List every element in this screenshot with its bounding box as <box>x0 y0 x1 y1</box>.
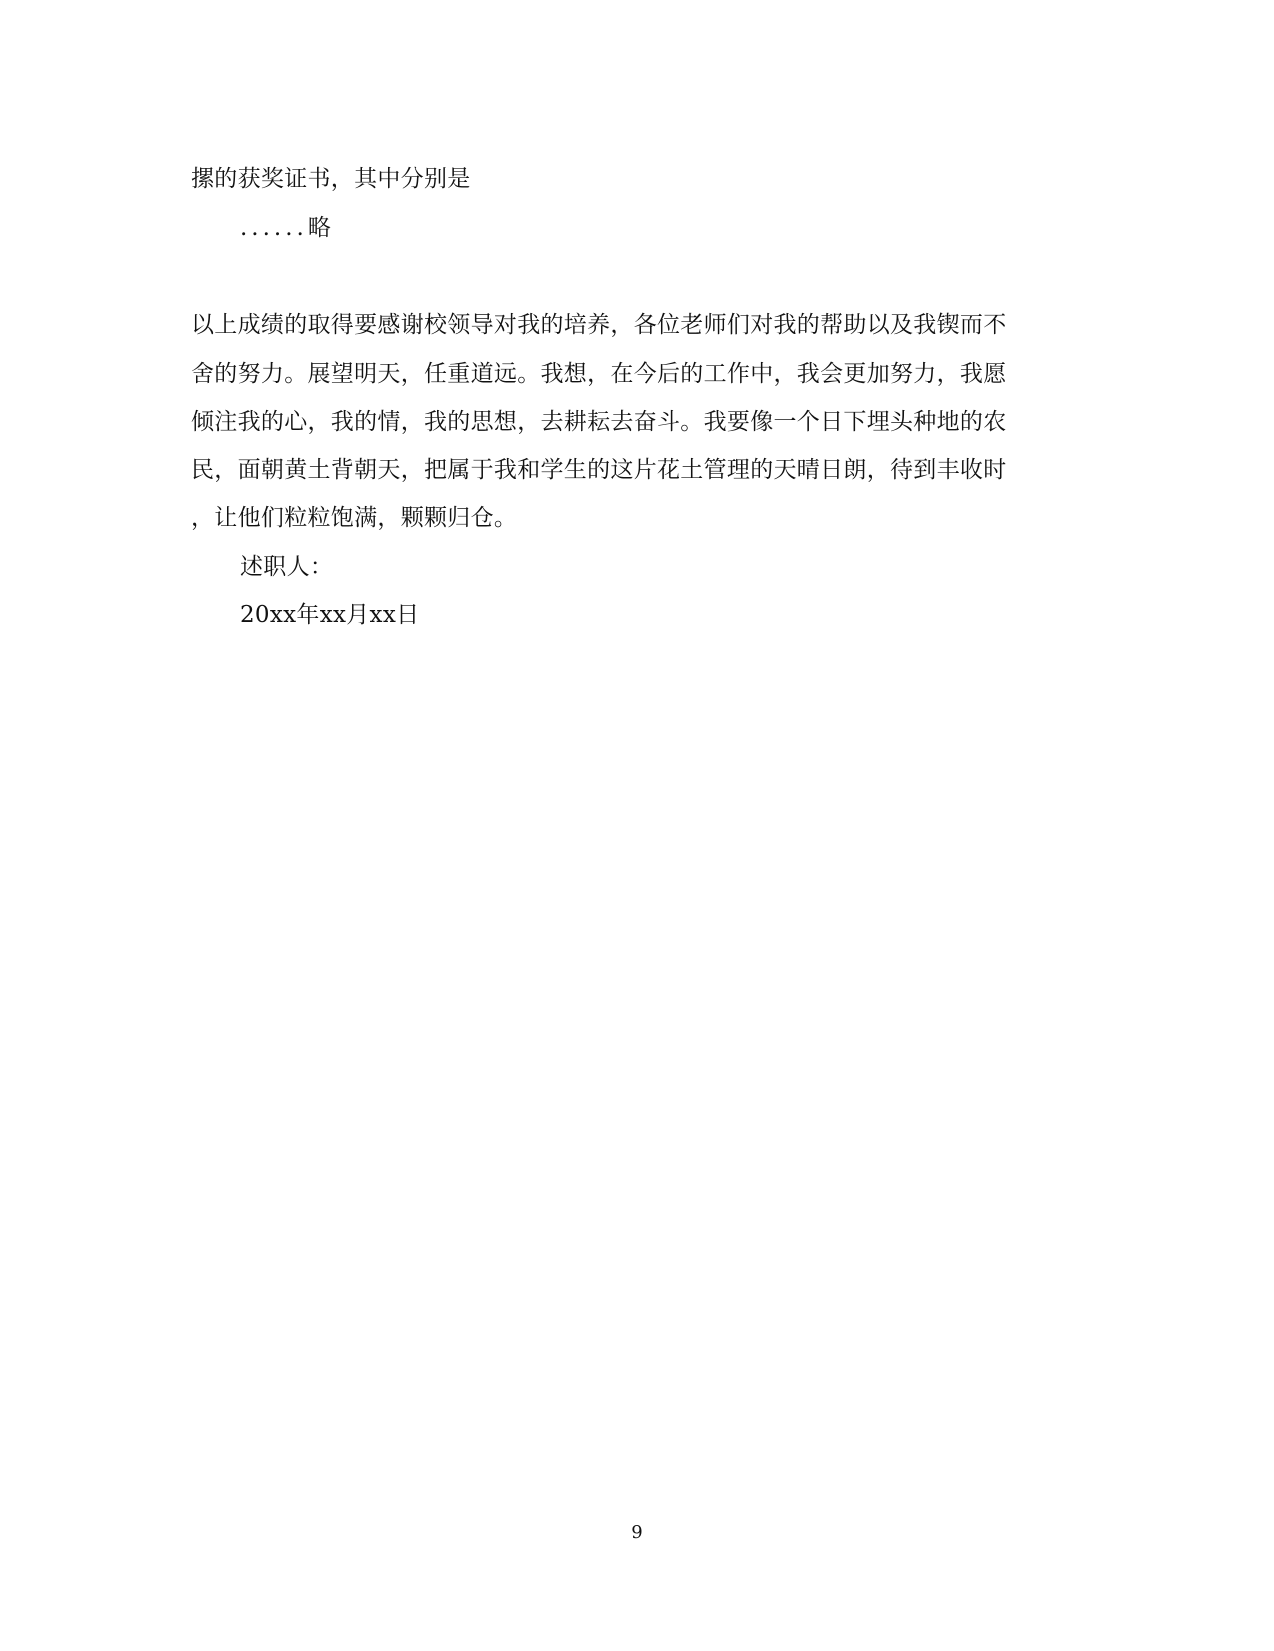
paragraph-line: 以上成绩的取得要感谢校领导对我的培养，各位老师们对我的帮助以及我锲而不 <box>191 312 1007 338</box>
signature-label: 述职人： <box>240 554 334 580</box>
page-number: 9 <box>631 1522 643 1543</box>
paragraph-line: ，让他们粒粒饱满，颗颗归仓。 <box>191 505 518 531</box>
ellipsis-line: ......略 <box>240 215 335 241</box>
continuation-line: 摞的获奖证书，其中分别是 <box>191 166 471 192</box>
paragraph-line: 民，面朝黄土背朝天，把属于我和学生的这片花土管理的天晴日朗，待到丰收时 <box>191 457 1007 483</box>
paragraph-line: 倾注我的心，我的情，我的思想，去耕耘去奋斗。我要像一个日下埋头种地的农 <box>191 409 1007 435</box>
paragraph-line: 舍的努力。展望明天，任重道远。我想，在今后的工作中，我会更加努力，我愿 <box>191 361 1007 387</box>
date-line: 20xx年xx月xx日 <box>240 602 420 628</box>
